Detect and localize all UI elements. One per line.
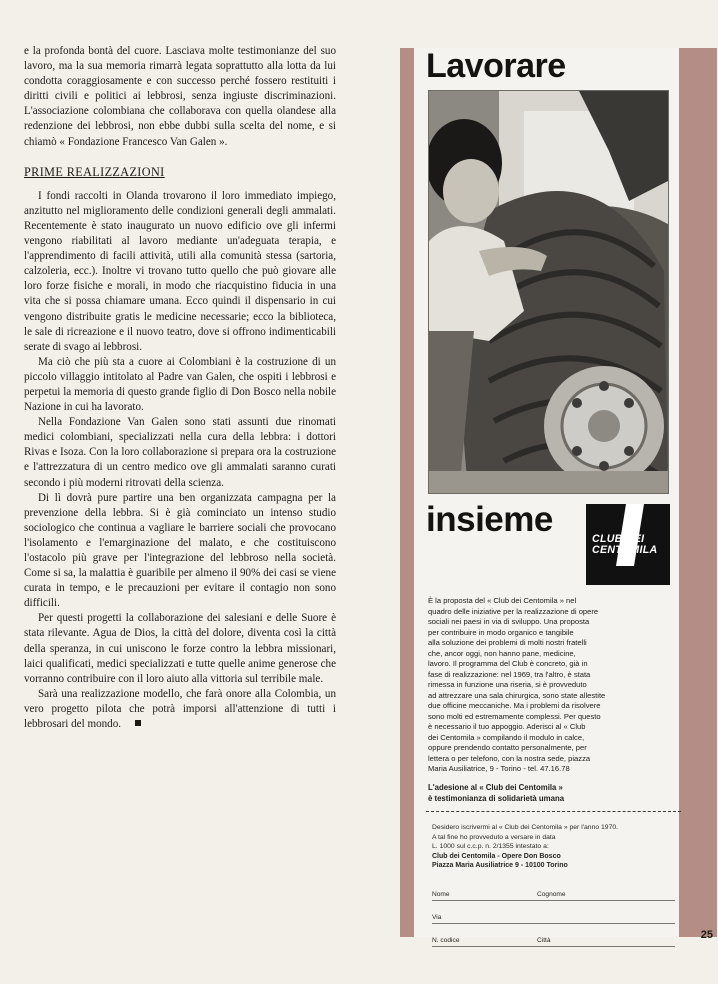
text-line: fase di realizzazione: nel 1969, tra l'altro, è stata — [428, 669, 591, 679]
section-heading: PRIME REALIZZAZIONI — [24, 164, 165, 179]
club-logo-line2: CENTOMILA — [592, 544, 658, 556]
text-line: che, ancor oggi, non hanno pane, medicine, — [428, 648, 576, 658]
ad-headline-bottom: insieme — [426, 500, 553, 539]
end-square-icon — [135, 720, 141, 726]
cut-line — [426, 811, 681, 812]
club-advertisement — [400, 47, 717, 944]
article-paragraph: Nella Fondazione Van Galen sono stati assunti due rinomati medici colombiani, specializzati nella cura della lebbra: i dottori Rivas e Isoza. Con la loro collaborazione si prepara ora la costruzione e l'attrezzatura di un centro medico ove gli ammalati saranno curati secondo i più moderni ritrovati della scienza. — [24, 416, 336, 489]
text-line: ad attrezzare una sala chirurgica, sono state allestite — [428, 690, 606, 700]
text-line: è testimonianza di solidarietà umana — [428, 793, 565, 803]
field-label-citta: Città — [537, 937, 551, 944]
text-line: Piazza Maria Ausiliatrice 9 - 10100 Torino — [432, 862, 568, 869]
field-label-via: Via — [432, 914, 442, 921]
text-line: sono molti ed estremamente complessi. Per questo — [428, 711, 601, 721]
ad-panel — [414, 47, 679, 944]
article-paragraph: Per questi progetti la collaborazione dei salesiani e delle Suore è stata rilevante. Agua de Dios, la città del dolore, diventa così la città della speranza, in cui uniscono le forze contro la lebbra missionari, laici qualificati, medici specializzati e tutte quelle anime generose che vorranno contribuire con il loro aiuto alla vittoria sul terribile male. — [24, 612, 336, 685]
page-number: 25 — [700, 929, 713, 941]
ad-body-text — [428, 596, 671, 775]
article-column — [24, 44, 336, 732]
membership-form-fields — [432, 882, 675, 951]
text-line: oppure prendendo contatto personalmente, per — [428, 743, 587, 752]
text-line: Maria Ausiliatrice, 9 - Torino - tel. 47.16.78 — [428, 764, 570, 773]
text-line: L'adesione al « Club dei Centomila » — [428, 783, 563, 792]
text-line: lettera o per telefono, con la nostra sede, piazza — [428, 753, 591, 763]
field-label-nome: Nome — [432, 891, 450, 898]
text-line: alla soluzione dei problemi di molti nostri fratelli — [428, 638, 587, 647]
text-line: dei Centomila » compilando il modulo in calce, — [428, 732, 585, 742]
ad-headline-top: Lavorare — [426, 47, 566, 85]
text-line: sociali nei paesi in via di sviluppo. Una proposta — [428, 617, 590, 626]
field-label-codice: N. codice — [432, 937, 460, 944]
text-line: A tal fine ho provveduto a versare in data — [432, 833, 556, 841]
form-row-city — [432, 928, 675, 947]
text-line: per contribuire in modo organico e tangibile — [428, 627, 574, 637]
text-line: quadro delle iniziative per la realizzazione di opere — [428, 606, 599, 616]
text-line: È la proposta del « Club dei Centomila » nel — [428, 596, 577, 605]
club-logo-line1: CLUB DEI — [592, 533, 645, 545]
article-paragraph: Ma ciò che più sta a cuore ai Colombiani è la costruzione di un piccolo villaggio intitolato al Padre van Galen, che ospiti i lebbrosi e perpetui la memoria di questo grande figlio di Don Bosco nella nobile Nazione in cui ha lavorato. — [24, 355, 336, 414]
membership-form-text — [432, 823, 677, 871]
article-paragraph: Sarà una realizzazione modello, che farà onore alla Colombia, un vero progetto pilota che potrà imporsi all'attenzione di tutti i lebbrosari del mondo. — [24, 687, 336, 731]
text-line: lavoro. Il programma del Club è concreto, già in — [428, 659, 588, 668]
article-paragraph: Di lì dovrà pure partire una ben organizzata campagna per la prevenzione della lebbra. Si è già cominciato un intenso studio sociologico che continua a vagliare le barriere sociali che provocano l'isolamento e l'emarginazione del malato, e che costituiscono l'ostacolo più grave per l'integrazione del lebbroso nella società. Come si sa, la malattia è guaribile per almeno il 90% dei casi se viene curata in tempo, e le precauzioni per evitare il contagio non sono difficili. — [24, 491, 336, 610]
tractor-worker-photo — [428, 90, 669, 494]
text-line: rimessa in funzione una riseria, si è provveduto — [428, 680, 587, 689]
text-line: Desidero iscrivermi al « Club dei Centomila » per l'anno 1970. — [432, 824, 619, 831]
text-line: due officine meccaniche. Ma i problemi da risolvere — [428, 701, 601, 710]
text-line: è necessario il tuo appoggio. Aderisci al « Club — [428, 722, 586, 731]
ad-subheadline — [428, 783, 671, 804]
text-line: L. 1000 sul c.c.p. n. 2/1355 intestato a: — [432, 843, 549, 850]
field-label-cognome: Cognome — [537, 891, 566, 898]
form-row-name — [432, 882, 675, 901]
article-body — [24, 189, 336, 732]
article-paragraph: I fondi raccolti in Olanda trovarono il loro immediato impiego, anzitutto nel miglioramento delle condizioni generali degli ammalati. Recentemente è stato inaugurato un nuovo edificio ove gli infermi vengono riabilitati al lavoro mediante un'adeguata terapia, e l'apprendimento di facili attività, utili alla comunità stessa (sartoria, calzoleria, ecc.). Inoltre vi trovano tutto quello che può giovare alle loro forze fisiche e morali, in modo che riacquistino fiducia in una vita che si possa chiamare umana. Ecco quindi il dispensario in cui vengono distribuite gratis le medicine necessarie; ecco la biblioteca, le sale di ricreazione e il nuovo teatro, dove si offrono indimenticabili serate di svago ai lebbrosi. — [24, 189, 336, 353]
article-intro: e la profonda bontà del cuore. Lasciava molte testimonianze del suo lavoro, ma la sua memoria rimarrà legata soprattutto alla lotta da lui condotta coraggiosamente e con successo perché fossero restituiti i diritti civili e politici ai lebbrosi, senza ingiuste discriminazioni. L'associazione colombiana che collaborava con quella olandese alla redenzione dei lebbrosi, non ebbe dubbi sulla scelta del nome, e si chiamò « Fondazione Francesco Van Galen ». — [24, 45, 336, 148]
club-logo-text — [592, 534, 668, 556]
text-line: Club dei Centomila - Opere Don Bosco — [432, 852, 561, 860]
form-row-via — [432, 905, 675, 924]
club-logo — [586, 504, 670, 585]
